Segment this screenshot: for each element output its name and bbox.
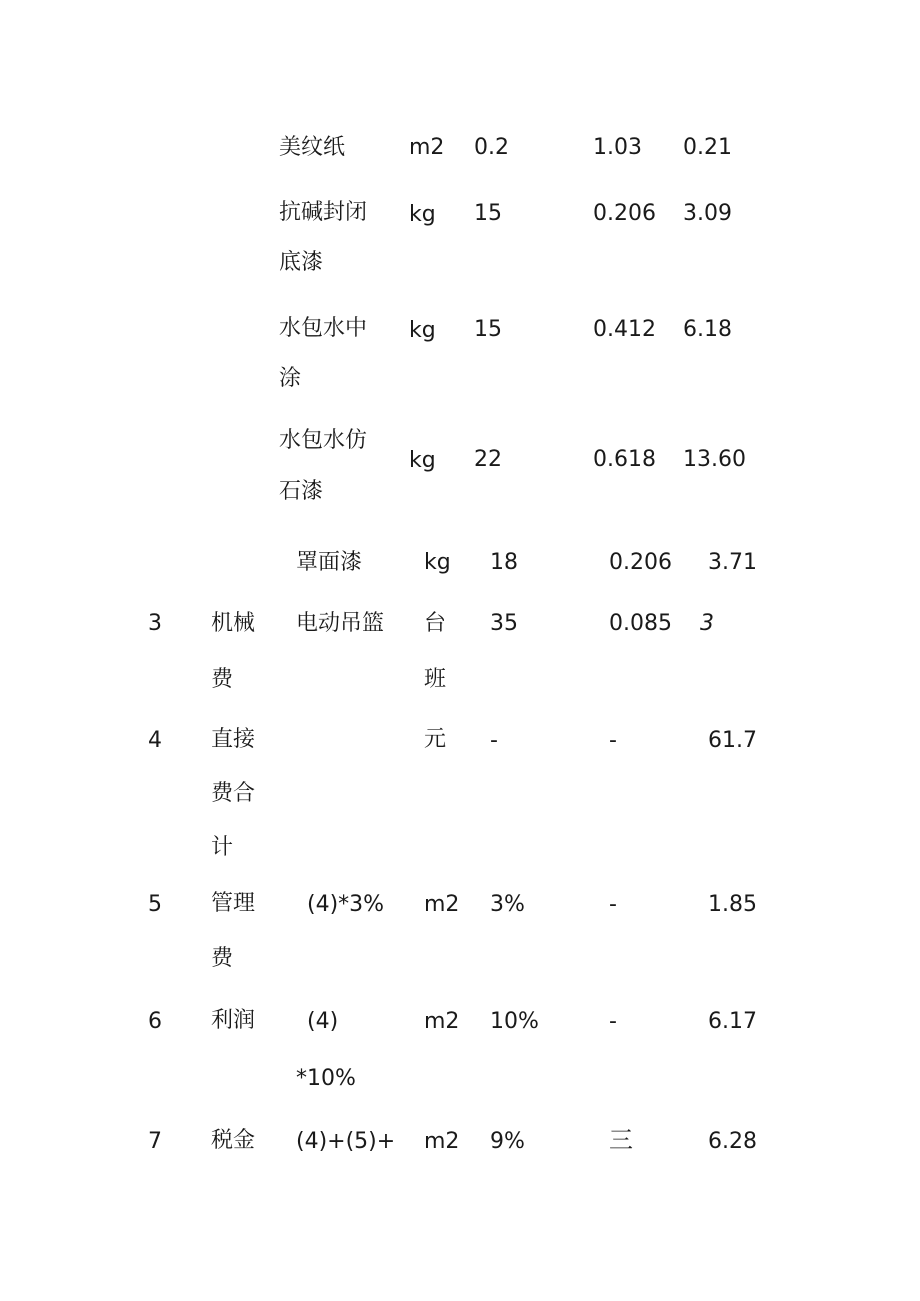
cost-item-line3: 计 <box>211 835 234 860</box>
material-name-line2: 涂 <box>279 366 302 391</box>
quantity: 3% <box>490 892 525 917</box>
amount: 61.7 <box>708 728 757 753</box>
row-number: 4 <box>148 728 162 753</box>
unit: kg <box>409 202 436 227</box>
formula: (4)*3% <box>307 892 385 917</box>
formula-line1: (4) <box>307 1009 339 1034</box>
unit-price: 0.618 <box>593 447 656 472</box>
material-name-line1: 抗碱封闭 <box>279 200 368 225</box>
unit-line1: 台 <box>424 611 447 636</box>
row-number: 6 <box>148 1009 162 1034</box>
amount: 3.09 <box>683 201 732 226</box>
unit-price: 0.206 <box>609 550 672 575</box>
cost-item-line1: 管理 <box>211 891 256 916</box>
amount: 0.21 <box>683 135 732 160</box>
amount: 6.28 <box>708 1129 757 1154</box>
unit-price: 0.206 <box>593 201 656 226</box>
unit: kg <box>409 448 436 473</box>
row-number: 5 <box>148 892 162 917</box>
quantity: 22 <box>474 447 502 472</box>
quantity: 35 <box>490 611 518 636</box>
unit: m2 <box>424 1009 460 1034</box>
quantity: - <box>490 728 498 753</box>
unit: kg <box>409 318 436 343</box>
unit-price: 1.03 <box>593 135 642 160</box>
cost-item-line1: 机械 <box>211 611 256 636</box>
unit-price: 0.412 <box>593 317 656 342</box>
quantity: 0.2 <box>474 135 509 160</box>
unit: m2 <box>424 892 460 917</box>
row-number: 7 <box>148 1129 162 1154</box>
unit: m2 <box>409 135 445 160</box>
amount: 6.18 <box>683 317 732 342</box>
cost-item-line2: 费 <box>211 667 234 692</box>
unit: kg <box>424 550 451 575</box>
row-number: 3 <box>148 611 162 636</box>
formula: (4)+(5)+ <box>296 1129 396 1154</box>
amount: 6.17 <box>708 1009 757 1034</box>
material-name-line1: 水包水仿 <box>279 428 368 453</box>
unit-price: 0.085 <box>609 611 672 636</box>
cost-item-line1: 直接 <box>211 727 256 752</box>
quantity: 15 <box>474 317 502 342</box>
quantity: 9% <box>490 1129 525 1154</box>
material-name-line1: 水包水中 <box>279 316 368 341</box>
unit: m2 <box>424 1129 460 1154</box>
unit-price: - <box>609 728 617 753</box>
amount: 13.60 <box>683 447 746 472</box>
unit-price: 三 <box>609 1126 633 1154</box>
material-name: 电动吊篮 <box>296 611 385 636</box>
quantity: 18 <box>490 550 518 575</box>
cost-item: 利润 <box>211 1008 256 1033</box>
amount: 1.85 <box>708 892 757 917</box>
material-name-line2: 底漆 <box>279 250 324 275</box>
formula-line2: *10% <box>296 1066 356 1091</box>
unit-price: - <box>609 1009 617 1034</box>
cost-item: 税金 <box>211 1128 256 1153</box>
amount: 3.71 <box>708 550 757 575</box>
cost-item-line2: 费合 <box>211 781 256 806</box>
amount: 3 <box>700 611 714 636</box>
unit-price: - <box>609 892 617 917</box>
cost-item-line2: 费 <box>211 946 234 971</box>
material-name: 罩面漆 <box>296 550 363 575</box>
quantity: 10% <box>490 1009 539 1034</box>
unit: 元 <box>424 727 447 752</box>
unit-line2: 班 <box>424 667 447 692</box>
material-name: 美纹纸 <box>279 135 346 160</box>
material-name-line2: 石漆 <box>279 479 324 504</box>
quantity: 15 <box>474 201 502 226</box>
